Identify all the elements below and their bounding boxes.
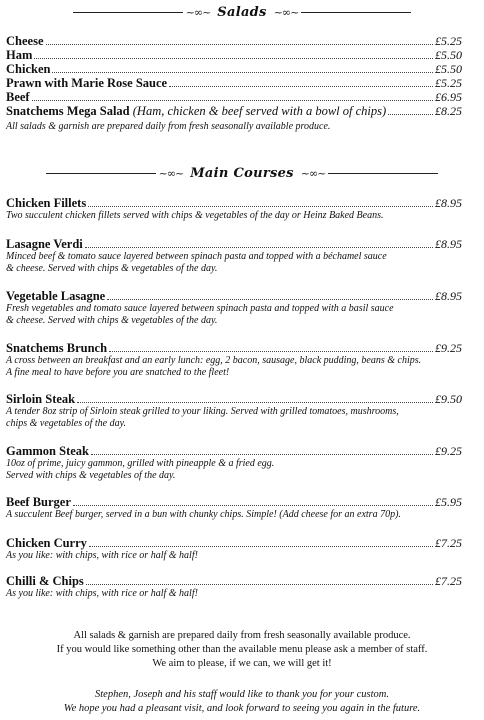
item-description: 10oz of prime, juicy gammon, grilled with pineapple & a fried egg. (6, 458, 275, 469)
item-name: Chicken (6, 62, 51, 76)
leader-dots (169, 85, 433, 87)
leader-dots (77, 401, 433, 403)
item-price: £8.95 (435, 196, 462, 210)
item-description: As you like: with chips, with rice or half & half! (6, 588, 198, 599)
menu-item (6, 536, 462, 562)
item-description: Served with chips & vegetables of the day. (6, 470, 176, 481)
menu-item (6, 574, 462, 600)
salad-item (6, 62, 462, 76)
item-name: Beef Burger (6, 495, 71, 509)
item-price: £9.25 (435, 341, 462, 355)
item-price: £9.25 (435, 444, 462, 458)
footer-line: If you would like something other than the available menu please ask a member of staff. (56, 644, 428, 655)
leader-dots (52, 71, 433, 73)
item-price: £8.25 (435, 104, 462, 118)
header-rule-right (328, 173, 438, 174)
leader-dots (91, 453, 433, 455)
footer-notes (0, 629, 484, 671)
item-price: £8.95 (435, 289, 462, 303)
item-price: £5.25 (435, 34, 462, 48)
footer-line: All salads & garnish are prepared daily from fresh seasonally available produce. (73, 630, 411, 641)
item-description: Minced beef & tomato sauce layered between spinach pasta and topped with a béchamel sauce (6, 251, 387, 262)
item-price: £5.25 (435, 76, 462, 90)
item-name-main: Snatchems Mega Salad (6, 104, 130, 118)
item-description: chips & vegetables of the day. (6, 418, 126, 429)
item-price: £8.95 (435, 237, 462, 251)
main-courses-title: Main Courses (190, 165, 294, 181)
header-rule-right (301, 12, 411, 13)
thank-you-message (0, 688, 484, 716)
menu-item (6, 392, 462, 430)
menu-item (6, 196, 462, 222)
item-name: Prawn with Marie Rose Sauce (6, 76, 168, 90)
item-price: £7.25 (435, 574, 462, 588)
thanks-line: We hope you had a pleasant visit, and look forward to seeing you again in the future. (63, 703, 421, 714)
item-description: & cheese. Served with chips & vegetables of the day. (6, 263, 218, 274)
item-description: & cheese. Served with chips & vegetables of the day. (6, 315, 218, 326)
item-price: £6.95 (435, 90, 462, 104)
ornament-left-icon: ~∞~ (185, 5, 211, 19)
item-description: As you like: with chips, with rice or half & half! (6, 550, 198, 561)
leader-dots (46, 43, 434, 45)
item-name: Beef (6, 90, 30, 104)
header-rule-left (46, 173, 156, 174)
leader-dots (73, 504, 433, 506)
menu-item (6, 444, 462, 482)
footer-line: We aim to please, if we can, we will get it! (152, 658, 332, 669)
leader-dots (89, 545, 433, 547)
leader-dots (107, 298, 433, 300)
item-description: Two succulent chicken fillets served with chips & vegetables of the day or Heinz Baked Beans. (6, 210, 384, 221)
leader-dots (85, 246, 433, 248)
item-name: Chilli & Chips (6, 574, 84, 588)
leader-dots (388, 113, 433, 115)
item-name (6, 104, 386, 119)
salad-item (6, 34, 462, 48)
menu-item (6, 341, 462, 379)
item-name: Gammon Steak (6, 444, 89, 458)
leader-dots (88, 205, 433, 207)
item-description: Fresh vegetables and tomato sauce layered between spinach pasta and topped with a basil sauce (6, 303, 394, 314)
leader-dots (32, 99, 433, 101)
salad-item (6, 104, 462, 118)
leader-dots (109, 350, 433, 352)
item-description: A cross between an breakfast and an early lunch: egg, 2 bacon, sausage, black pudding, beans & chips. (6, 355, 422, 366)
item-price: £5.50 (435, 62, 462, 76)
salad-item (6, 76, 462, 90)
leader-dots (34, 57, 433, 59)
item-name-detail: (Ham, chicken & beef served with a bowl of chips) (129, 104, 387, 118)
menu-item (6, 237, 462, 275)
item-name: Sirloin Steak (6, 392, 76, 406)
header-rule-left (73, 12, 183, 13)
thanks-line: Stephen, Joseph and his staff would like to thank you for your custom. (95, 689, 389, 700)
item-description: A fine meal to have before you are snatched to the fleet! (6, 367, 230, 378)
leader-dots (86, 583, 433, 585)
salad-item (6, 90, 462, 104)
ornament-left-icon: ~∞~ (158, 166, 184, 180)
salads-header (0, 2, 484, 22)
salads-title: Salads (217, 4, 267, 20)
menu-item (6, 289, 462, 327)
ornament-right-icon: ~∞~ (273, 5, 299, 19)
item-name: Ham (6, 48, 33, 62)
menu-item (6, 495, 462, 521)
item-description: A tender 8oz strip of Sirloin steak grilled to your liking. Served with grilled tomatoes, mushrooms, (6, 406, 399, 417)
item-name: Cheese (6, 34, 44, 48)
item-price: £9.50 (435, 392, 462, 406)
item-name: Lasagne Verdi (6, 237, 83, 251)
item-name: Chicken Fillets (6, 196, 87, 210)
item-price: £5.95 (435, 495, 462, 509)
item-price: £7.25 (435, 536, 462, 550)
main-courses-header (0, 163, 484, 183)
ornament-right-icon: ~∞~ (300, 166, 326, 180)
item-name: Snatchems Brunch (6, 341, 108, 355)
salads-note: All salads & garnish are prepared daily from fresh seasonally available produce. (6, 121, 331, 132)
item-description: A succulent Beef burger, served in a bun with chunky chips. Simple! (Add cheese for an extra 70p). (6, 509, 401, 520)
item-name: Vegetable Lasagne (6, 289, 106, 303)
salad-item (6, 48, 462, 62)
item-price: £5.50 (435, 48, 462, 62)
item-name: Chicken Curry (6, 536, 87, 550)
